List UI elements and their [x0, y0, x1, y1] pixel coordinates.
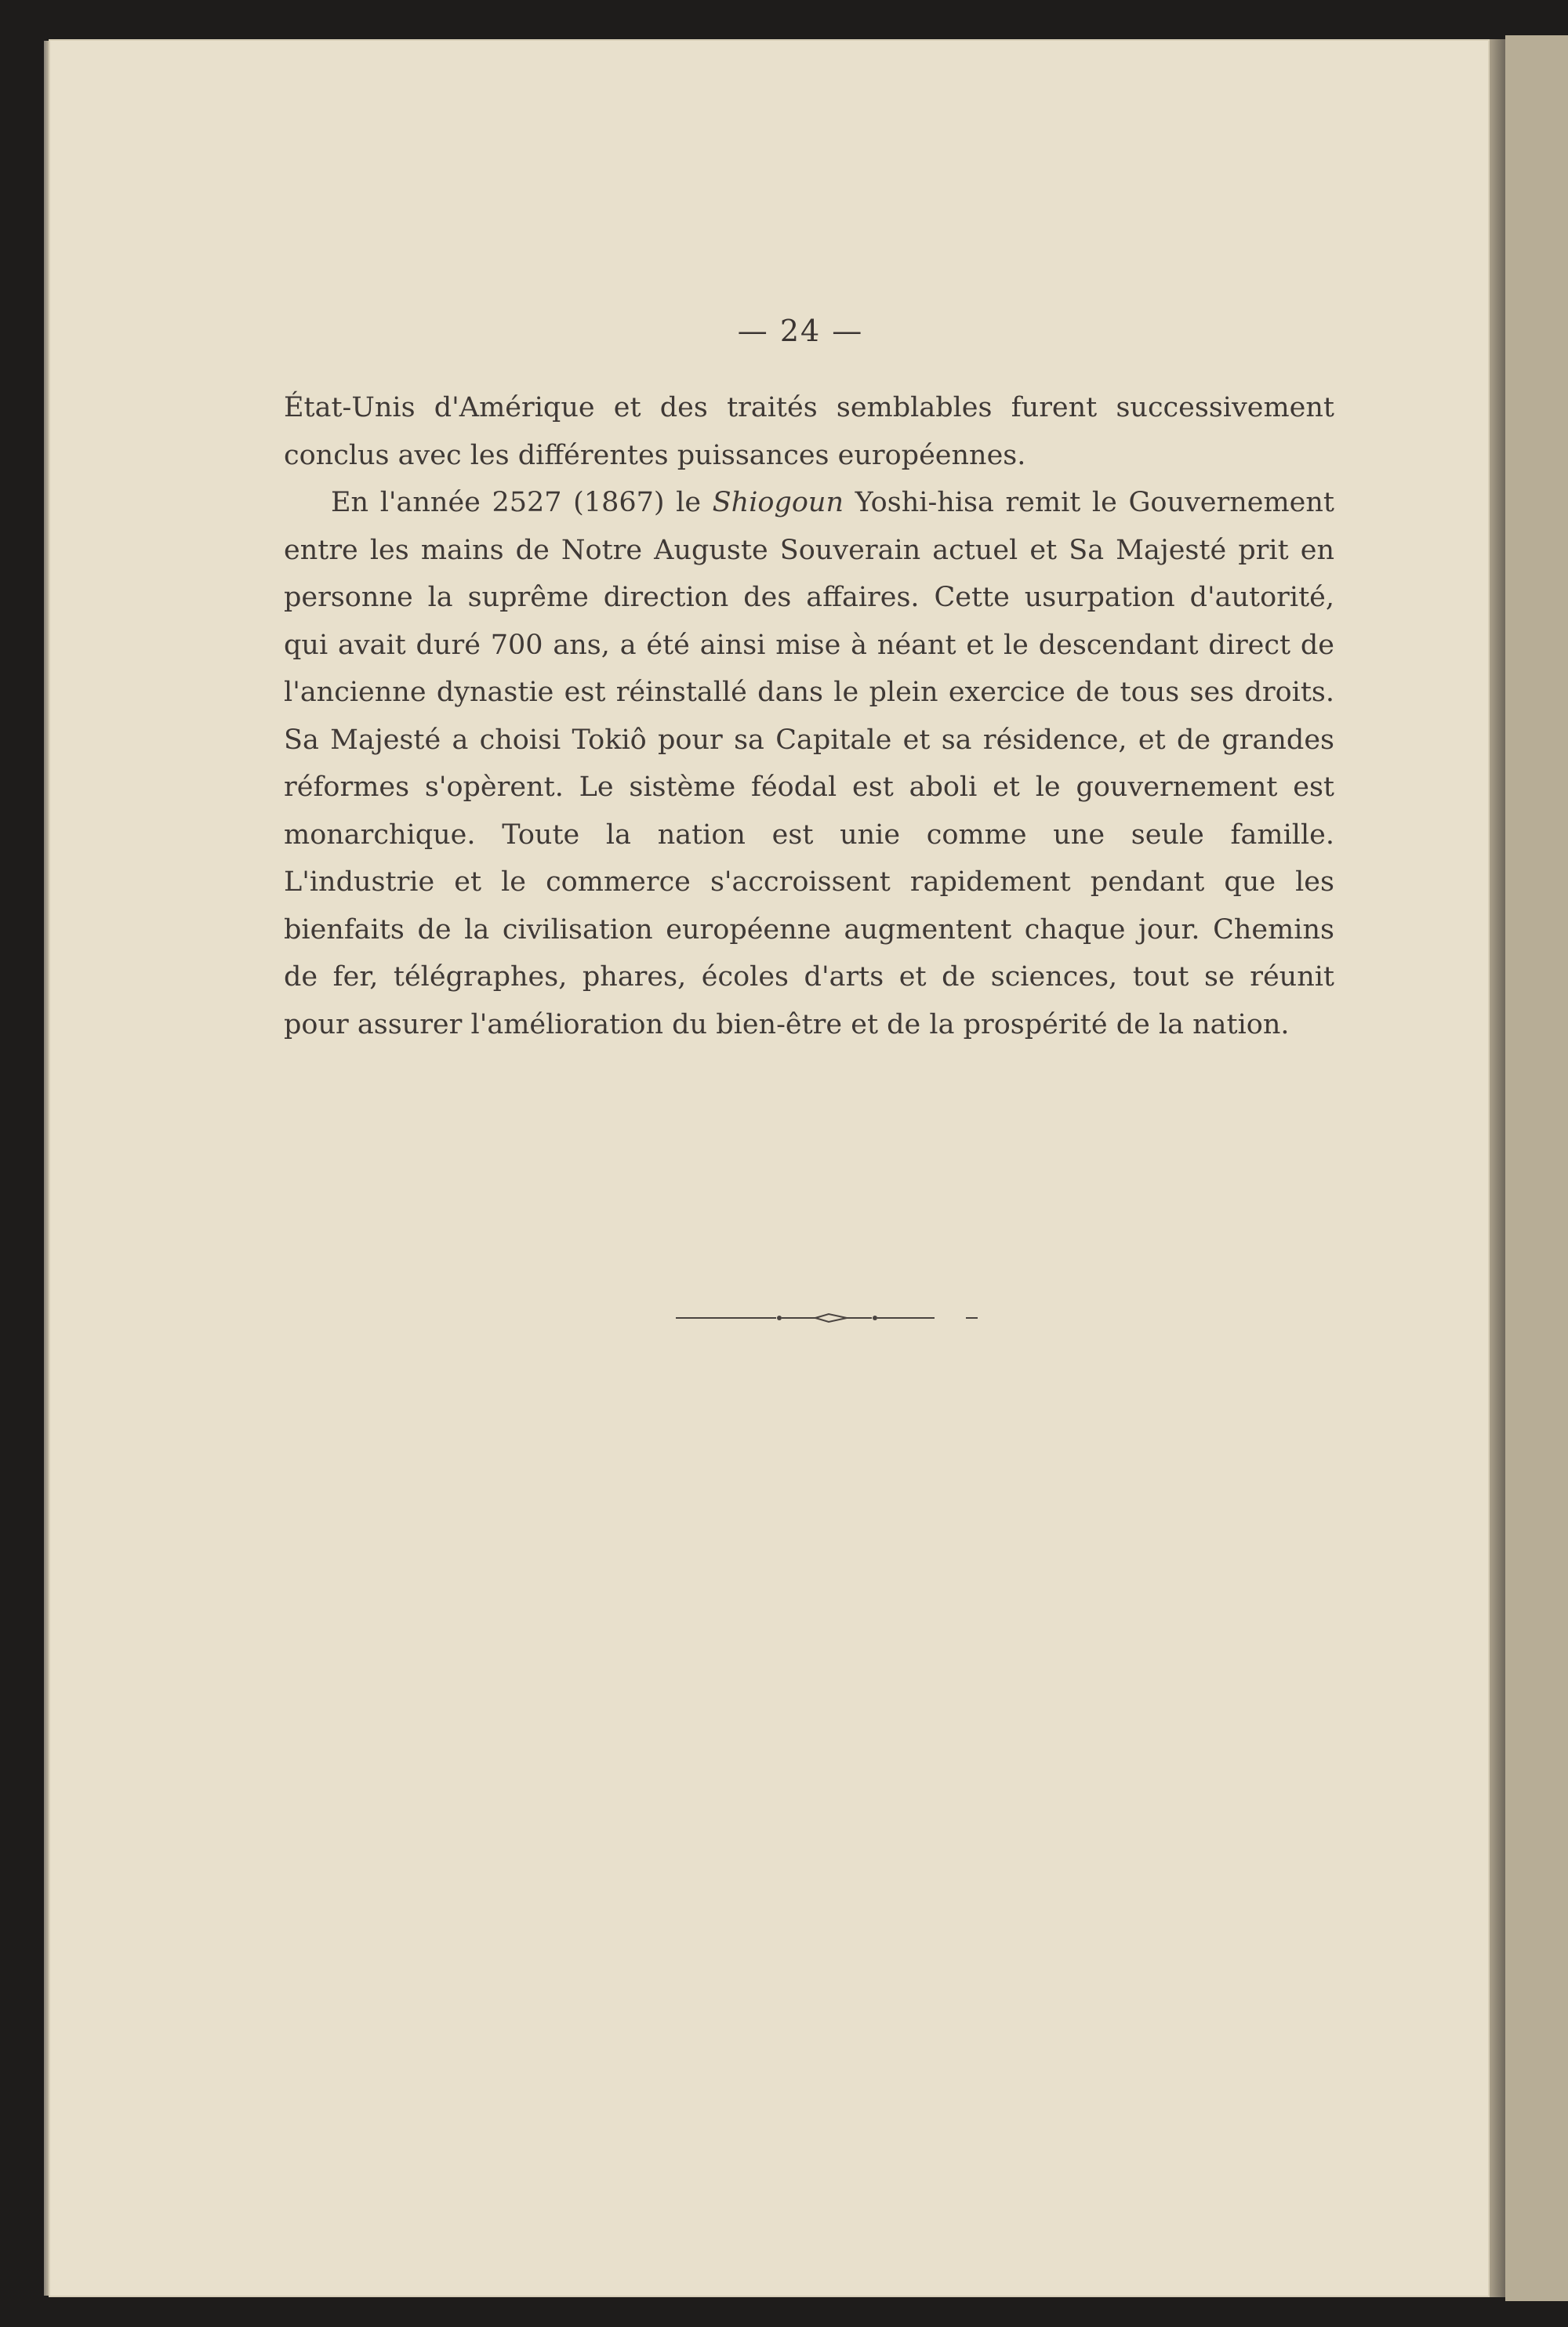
paragraph-2	[284, 479, 1334, 1048]
adjacent-page-edge	[1505, 35, 1568, 2301]
body-text	[284, 384, 1334, 1048]
book-page	[49, 39, 1490, 2297]
paragraph-2-start: En l'année 2527 (1867) le	[331, 487, 713, 518]
end-ornament	[676, 1306, 982, 1330]
shiogoun-term: Shiogoun	[712, 487, 844, 518]
page-number: — 24 —	[737, 314, 864, 348]
book-gutter	[1490, 39, 1505, 2297]
paragraph-1: État-Unis d'Amérique et des traités semblables furent successivement conclus avec les différentes puissances européennes.	[284, 392, 1334, 471]
paragraph-2-rest: Yoshi-hisa remit le Gouvernement entre les mains de Notre Auguste Souverain actuel et Sa Majesté prit en personne la suprême direction des affaires. Cette usurpation d'autorité, qui avait duré 700 ans, a été ainsi mise à néant et le descendant direct de l'ancienne dynastie est réinstallé dans le plein exercice de tous ses droits. Sa Majesté a choisi Tokiô pour sa Capitale et sa résidence, et de grandes réformes s'opèrent. Le sistème féodal est aboli et le gouvernement est monarchique. Toute la nation est unie comme une seule famille. L'industrie et le commerce s'accroissent rapidement pendant que les bienfaits de la civilisation européenne augmentent chaque jour. Chemins de fer, télégraphes, phares, écoles d'arts et de sciences, tout se réunit pour assurer l'amélioration du bien-être et de la prospérité de la nation.	[284, 487, 1334, 1040]
